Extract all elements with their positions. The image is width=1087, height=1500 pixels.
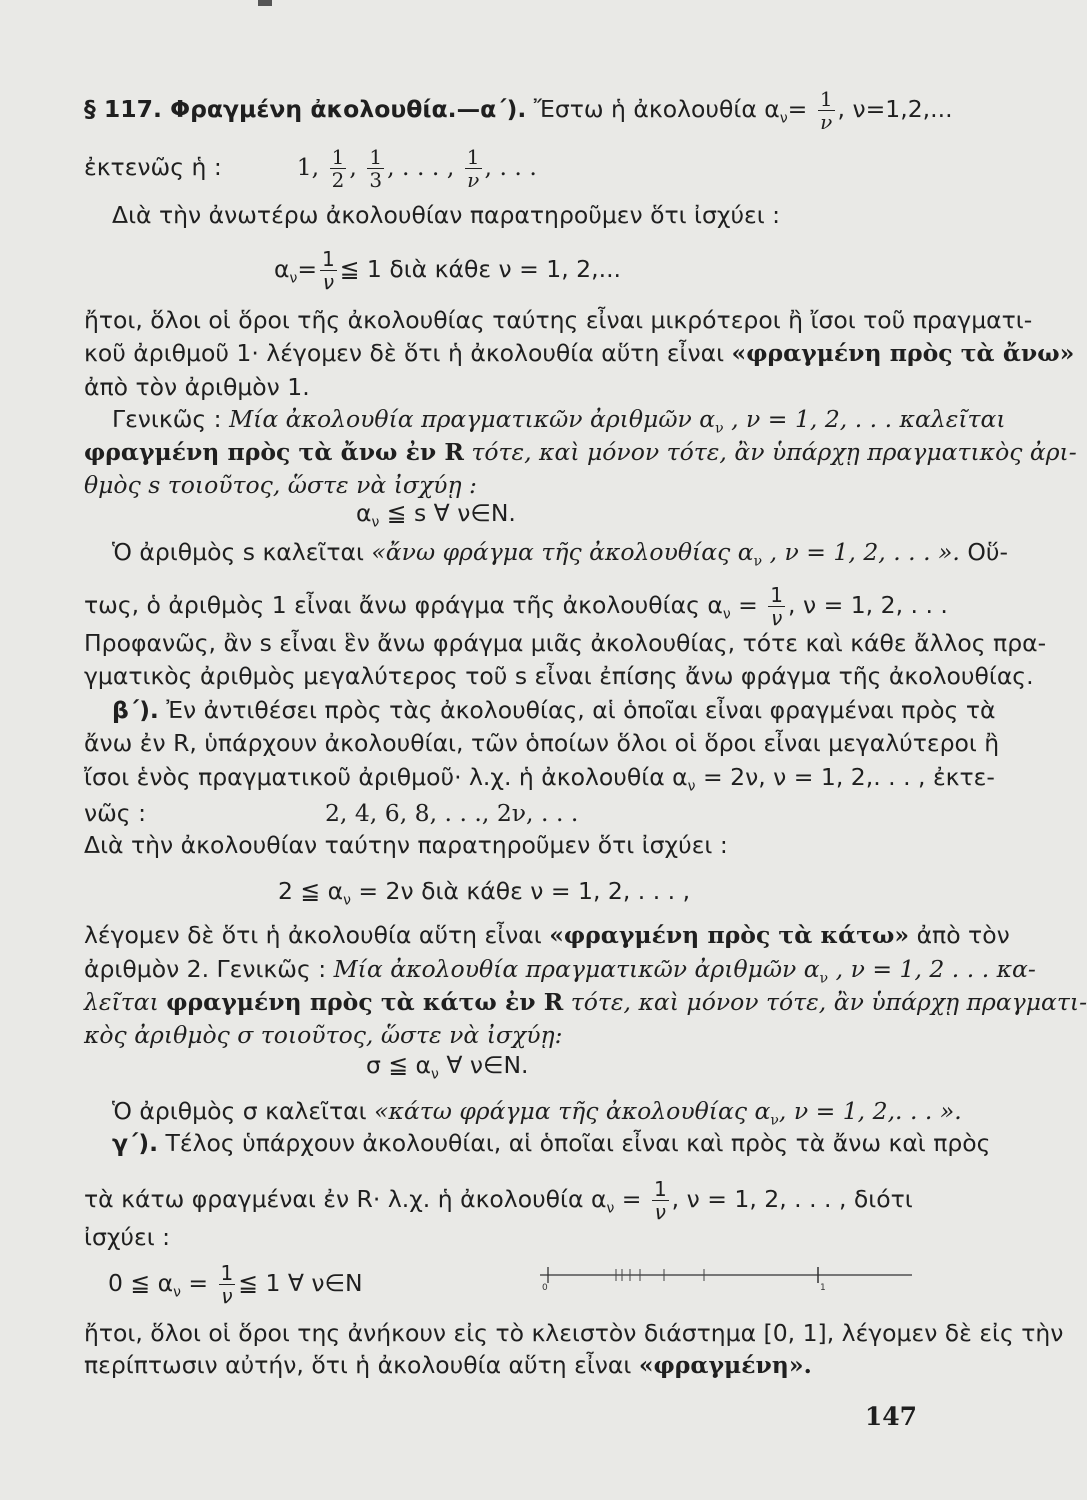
section-title: § 117. Φραγμένη ἀκολουθία.—α΄). <box>84 95 527 123</box>
text-line: ἴσοι ἑνὸς πραγματικοῦ ἀριθμοῦ· λ.χ. ἡ ἀκολουθία $\alpha_\nu = 2\nu$, ν = 1, 2,. . . , ἐκτε- <box>84 763 995 795</box>
text-line: Διὰ τὴν ἀνωτέρω ἀκολουθίαν παρατηροῦμεν ὅτι ἰσχύει : <box>112 201 781 229</box>
text-line: θμὸς s τοιοῦτος, ὥστε νὰ ἰσχύῃ : <box>84 471 477 499</box>
text-line: β΄). Ἐν ἀντιθέσει πρὸς τὰς ἀκολουθίας, αἱ ὁποῖαι εἶναι φραγμέναι πρὸς τὰ <box>112 696 996 724</box>
text-line: ἰσχύει : <box>84 1223 171 1251</box>
text-line: φραγμένη πρὸς τὰ ἄνω ἐν R τότε, καὶ μόνον τότε, ἂν ὑπάρχῃ πραγματικὸς ἀρι- <box>84 438 1077 466</box>
text-line: ἄνω ἐν R, ὑπάρχουν ἀκολουθίαι, τῶν ὁποίων ὅλοι οἱ ὅροι εἶναι μεγαλύτεροι ἢ <box>84 729 1000 757</box>
text-line: γματικὸς ἀριθμὸς μεγαλύτερος τοῦ s εἶναι ἐπίσης ἄνω φράγμα τῆς ἀκολουθίας. <box>84 662 1034 690</box>
text-line: Ὁ ἀριθμὸς σ καλεῖται «κάτω φράγμα τῆς ἀκολουθίας $\alpha_\nu$, ν = 1, 2,. . . ». <box>112 1097 962 1129</box>
text-line: κοῦ ἀριθμοῦ 1· λέγομεν δὲ ὅτι ἡ ἀκολουθία αὕτη εἶναι «φραγμένη πρὸς τὰ ἄνω» <box>84 339 1075 367</box>
text-line: ἀριθμὸν 2. Γενικῶς : Μία ἀκολουθία πραγματικῶν ἀριθμῶν $\alpha_\nu$ , ν = 1, 2 . . . κα- <box>84 955 1036 987</box>
text-line: Ὁ ἀριθμὸς s καλεῖται «ἄνω φράγμα τῆς ἀκολουθίας $\alpha_\nu$ , ν = 1, 2, . . . ». Οὕ- <box>112 538 1008 570</box>
formula: σ ≦ $\alpha_\nu$ ∀ ν∈N. <box>366 1051 529 1083</box>
fraction: $\frac{1}{\nu}$ <box>819 87 833 134</box>
text-line: νῶς : 2, 4, 6, 8, . . ., 2ν, . . . <box>84 799 579 827</box>
page-number: 147 <box>864 1402 917 1431</box>
top-mark <box>258 0 272 6</box>
formula: 2 ≦ $\alpha_\nu = 2\nu$ διὰ κάθε ν = 1, 2, . . . , <box>278 877 691 909</box>
text-line: τως, ὁ ἀριθμὸς 1 εἶναι ἄνω φράγμα τῆς ἀκολουθίας $\alpha_\nu$ = $\frac{1}{\nu}$ , ν = 1, 2, . . . <box>84 583 948 630</box>
formula: $\alpha_\nu$ ≦ s ∀ ν∈N. <box>356 499 516 531</box>
formula: $\alpha_\nu=$ $\frac{1}{\nu}$ ≦ 1 διὰ κάθε ν = 1, 2,... <box>274 247 622 294</box>
text-line: περίπτωσιν αὐτήν, ὅτι ἡ ἀκολουθία αὕτη εἶναι «φραγμένη». <box>84 1351 812 1379</box>
text-line: Γενικῶς : Μία ἀκολουθία πραγματικῶν ἀριθμῶν $\alpha_\nu$ , ν = 1, 2, . . . καλεῖται <box>112 405 1006 437</box>
text-line: Διὰ τὴν ἀκολουθίαν ταύτην παρατηροῦμεν ὅτι ἰσχύει : <box>84 831 728 859</box>
section-heading-line: § 117. Φραγμένη ἀκολουθία.—α΄). Ἔστω ἡ ἀκολουθία $\alpha_\nu=$ $\frac{1}{\nu}$ , ν=1,2,... <box>84 87 953 134</box>
label-one: 1 <box>820 1283 826 1293</box>
text-line: ἐκτενῶς ἡ : 1, $\frac{1}{2}$ , $\frac{1}{3}$ , . . . , $\frac{1}{\nu}$ , . . . <box>84 145 537 192</box>
number-line-diagram <box>540 1258 920 1292</box>
formula: 0 ≦ $\alpha_\nu$ = $\frac{1}{\nu}$ ≦ 1 ∀ ν∈N <box>108 1261 363 1308</box>
text-line: κὸς ἀριθμὸς σ τοιοῦτος, ὥστε νὰ ἰσχύῃ: <box>84 1021 563 1049</box>
text-line: ἤτοι, ὅλοι οἱ ὅροι της ἀνήκουν εἰς τὸ κλειστὸν διάστημα [0, 1], λέγομεν δὲ εἰς τὴν <box>84 1319 1064 1347</box>
text-line: ἀπὸ τὸν ἀριθμὸν 1. <box>84 373 310 401</box>
text-line: τὰ κάτω φραγμέναι ἐν R· λ.χ. ἡ ἀκολουθία $\alpha_\nu$ = $\frac{1}{\nu}$ , ν = 1, 2, . . . , διότι <box>84 1177 913 1224</box>
label-zero: 0 <box>542 1283 548 1293</box>
text-line: ἤτοι, ὅλοι οἱ ὅροι τῆς ἀκολουθίας ταύτης εἶναι μικρότεροι ἢ ἴσοι τοῦ πραγματι- <box>84 306 1033 334</box>
text-line: λεῖται φραγμένη πρὸς τὰ κάτω ἐν R τότε, καὶ μόνον τότε, ἂν ὑπάρχῃ πραγματι- <box>84 988 1087 1016</box>
text-line: Προφανῶς, ἂν s εἶναι ἓν ἄνω φράγμα μιᾶς ἀκολουθίας, τότε καὶ κάθε ἄλλος πρα- <box>84 629 1047 657</box>
text-line: λέγομεν δὲ ὅτι ἡ ἀκολουθία αὕτη εἶναι «φραγμένη πρὸς τὰ κάτω» ἀπὸ τὸν <box>84 921 1010 949</box>
text-line: γ΄). Τέλος ὑπάρχουν ἀκολουθίαι, αἱ ὁποῖαι εἶναι καὶ πρὸς τὰ ἄνω καὶ πρὸς <box>112 1129 991 1157</box>
